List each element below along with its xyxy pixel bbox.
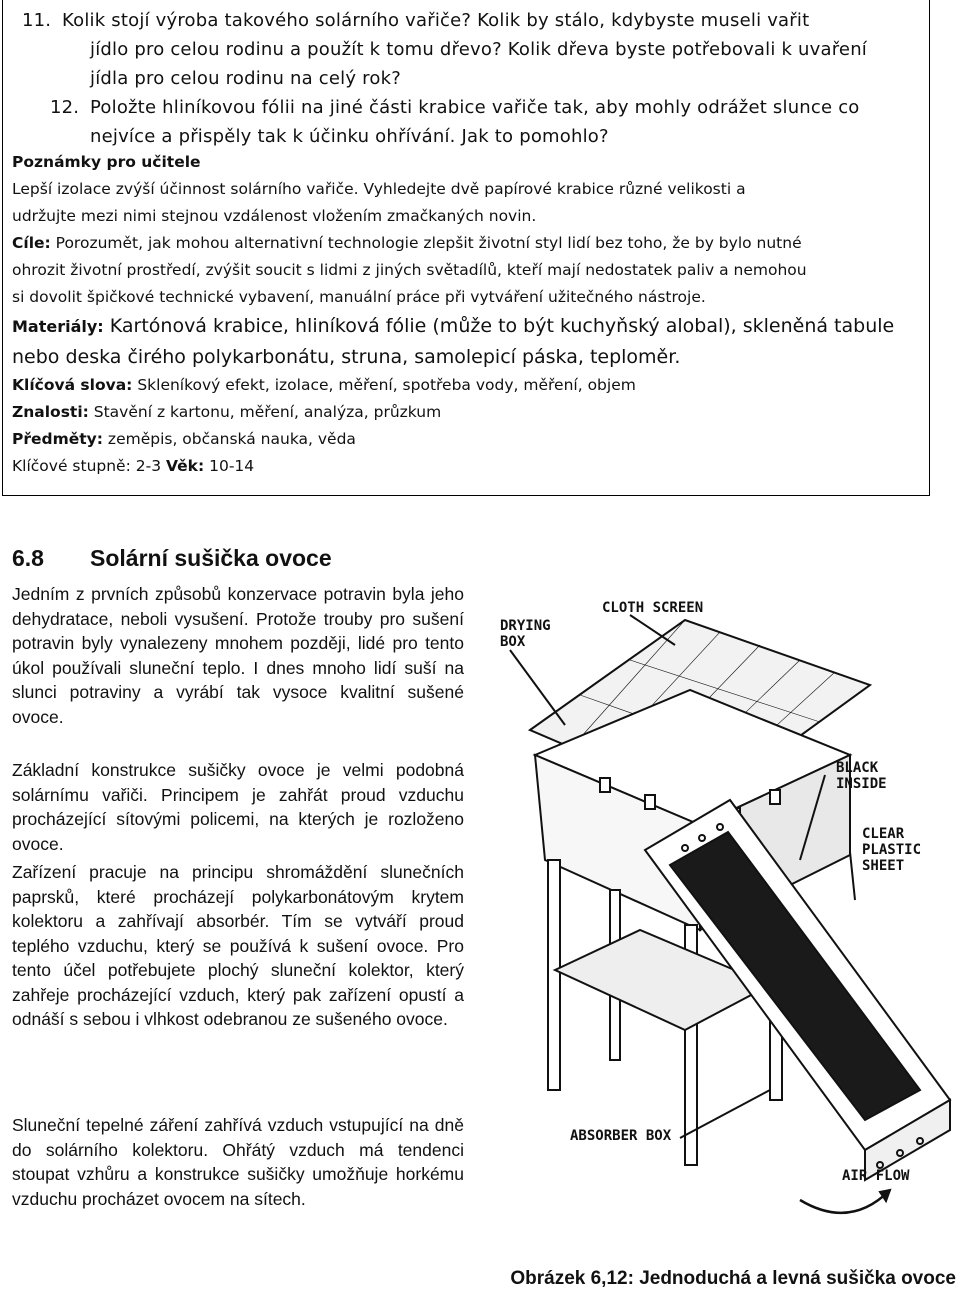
age-text: 10-14 <box>204 457 255 475</box>
subjects-text: zeměpis, občanská nauka, věda <box>103 430 356 448</box>
goals-text: si dovolit špičkové technické vybavení, manuální práce při vytváření užitečného nástroje. <box>12 288 706 306</box>
label-black-inside <box>836 760 887 792</box>
paragraph-3: Zařízení pracuje na principu shromáždění slunečních paprsků, které procházejí polykarbonátovým krytem kolektoru a zahřívají absorbér. Tím se vytváří proud teplého vzduchu, který se používá k sušení ovoce. Pro tento účel potřebujete plochý sluneční kolektor, který zahřeje procházející vzduch, který pak zařízení opustí a odnáší s sebou i vlhkost odebranou ze sušeného ovoce. <box>12 862 464 1029</box>
paragraph-2: Základní konstrukce sušičky ovoce je velmi podobná solárnímu vařiči. Principem je zahřát proud vzduchu procházející sítovými policemi, na kterých je rozloženo ovoce. <box>12 760 464 854</box>
question-line: jídlo pro celou rodinu a použít k tomu dřevo? Kolik dřeva byste potřebovali k uvaření <box>90 39 868 60</box>
materials-text: nebo deska čirého polykarbonátu, struna, samolepicí páska, teploměr. <box>12 346 681 368</box>
notes-heading: Poznámky pro učitele <box>12 153 201 171</box>
goals-text: ohrozit životní prostředí, zvýšit soucit s lidmi z jiných světadílů, kteří mají nedostatek paliv a nemohou <box>12 261 807 279</box>
paragraph-4: Sluneční tepelné záření zahřívá vzduch vstupující na dně do solárního kolektoru. Ohřátý vzduch má tendenci stoupat vzhůru a konstrukce sušičky umožňuje horkému vzduchu procházet ovocem na sítech. <box>12 1115 464 1209</box>
notes-line: udržujte mezi nimi stejnou vzdálenost vložením zmačkaných novin. <box>12 207 537 225</box>
goals-label: Cíle: <box>12 234 51 252</box>
label-line: BLACK <box>836 760 879 776</box>
stages-text: Klíčové stupně: 2-3 <box>12 457 166 475</box>
question-11 <box>22 6 922 93</box>
paragraph-1: Jedním z prvních způsobů konzervace potravin byla jeho dehydratace, neboli vysušení. Protože trouby pro sušení potravin byly vynalezeny mnohem později, lidé pro tento úkol používali sluneční teplo. I dnes mnoho lidí suší na slunci potraviny a vyrábí tak vysoce kvalitní sušené ovoce. <box>12 584 464 727</box>
question-12 <box>22 93 922 151</box>
section-title: Solární sušička ovoce <box>90 545 332 571</box>
age-label: Věk: <box>166 457 205 475</box>
question-line: nejvíce a přispěly tak k účinku ohřívání. Jak to pomohlo? <box>90 126 609 147</box>
notes-line: Lepší izolace zvýší účinnost solárního vařiče. Vyhledejte dvě papírové krabice různé velikosti a <box>12 180 746 198</box>
label-line: CLEAR <box>862 826 905 842</box>
question-number: 12. <box>50 97 80 118</box>
label-air-flow: AIR FLOW <box>842 1168 910 1184</box>
goals-text: Porozumět, jak mohou alternativní technologie zlepšit životní styl lidí bez toho, že by bylo nutné <box>50 234 802 252</box>
label-line: DRYING <box>500 618 551 634</box>
section-heading <box>12 545 332 572</box>
materials-label: Materiály: <box>12 317 104 336</box>
label-clear-plastic-sheet <box>862 826 921 874</box>
label-line: SHEET <box>862 858 905 874</box>
question-line: Položte hliníkovou fólii na jiné části krabice vařiče tak, aby mohly odrážet slunce co <box>90 97 860 118</box>
label-drying-box <box>500 618 551 650</box>
keywords-text: Skleníkový efekt, izolace, měření, spotřeba vody, měření, objem <box>132 376 636 394</box>
keywords-label: Klíčová slova: <box>12 376 133 394</box>
section-number: 6.8 <box>12 545 44 571</box>
label-line: INSIDE <box>836 776 887 792</box>
question-line: Kolik stojí výroba takového solárního vařiče? Kolik by stálo, kdybyste museli vařit <box>62 10 810 31</box>
question-line: jídla pro celou rodinu na celý rok? <box>90 68 401 89</box>
label-cloth-screen: CLOTH SCREEN <box>602 600 704 616</box>
leg <box>548 860 560 1090</box>
teacher-notes <box>12 149 922 480</box>
question-number: 11. <box>22 10 52 31</box>
materials-text: Kartónová krabice, hliníková fólie (může to být kuchyňský alobal), skleněná tabule <box>103 315 895 337</box>
figure-caption: Obrázek 6,12: Jednoduchá a levná sušička ovoce <box>510 1268 956 1289</box>
knowledge-label: Znalosti: <box>12 403 89 421</box>
subjects-label: Předměty: <box>12 430 103 448</box>
knowledge-text: Stavění z kartonu, měření, analýza, průzkum <box>88 403 442 421</box>
fruit-dryer-illustration <box>470 590 958 1250</box>
label-line: BOX <box>500 634 526 650</box>
label-absorber-box: ABSORBER BOX <box>570 1128 672 1144</box>
label-line: PLASTIC <box>862 842 922 858</box>
